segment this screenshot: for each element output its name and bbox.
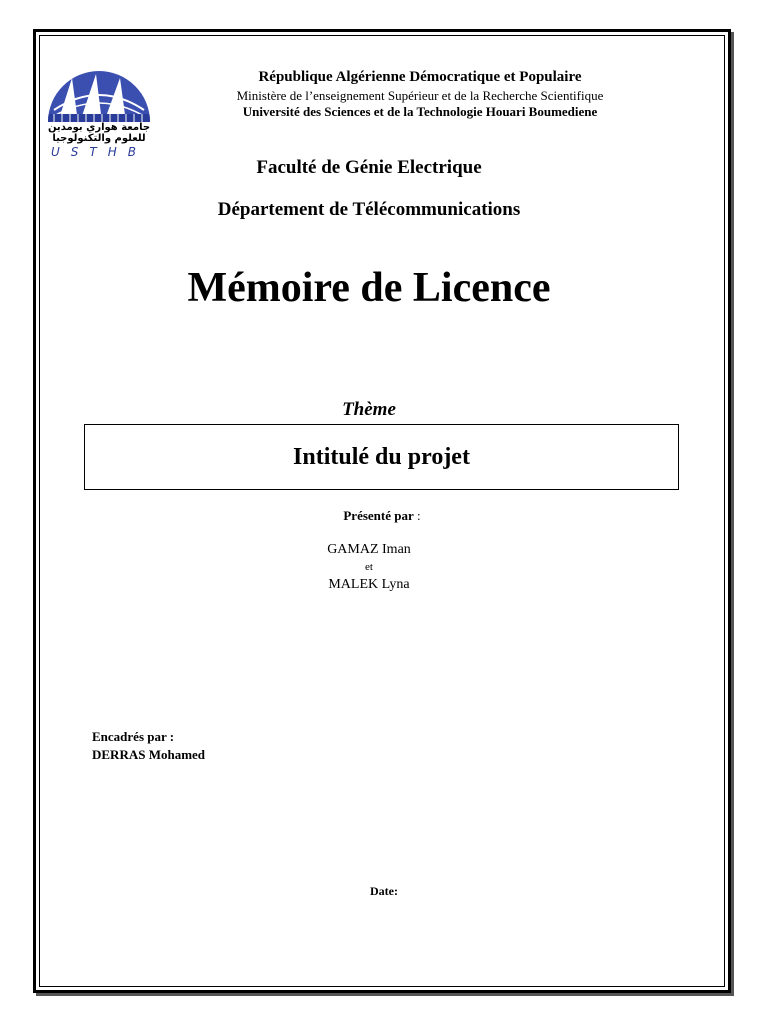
supervisor-label: Encadrés par : xyxy=(92,729,175,744)
header-ministry: Ministère de l’enseignement Supérieur et de la Recherche Scientifique xyxy=(236,88,604,103)
presented-by-colon: : xyxy=(413,508,421,523)
theme-label: Thème xyxy=(342,399,396,420)
faculty-name: Faculté de Génie Electrique xyxy=(256,157,482,178)
document-title: Mémoire de Licence xyxy=(187,265,551,311)
header-university: Université des Sciences et de la Technologie Houari Boumediene xyxy=(242,104,598,119)
logo-arabic-line-1: جامعة هواري بومدين xyxy=(47,122,151,133)
logo-arabic-text xyxy=(44,122,154,144)
project-title-box xyxy=(84,424,679,490)
author-conjunction: et xyxy=(365,561,373,573)
presented-by-label: Présenté par xyxy=(343,508,414,523)
author-first: GAMAZ Iman xyxy=(327,542,411,557)
author-second: MALEK Lyna xyxy=(328,577,410,592)
department-name: Département de Télécommunications xyxy=(217,199,521,220)
supervisor-name: DERRAS Mohamed xyxy=(92,747,206,762)
project-title: Intitulé du projet xyxy=(293,443,470,470)
logo-latin-text: USTHB xyxy=(51,145,147,159)
presented-by xyxy=(0,508,766,524)
logo-arabic-line-2: للعلوم والتكنولوجيا xyxy=(52,133,146,144)
date-label: Date: xyxy=(370,884,398,898)
header-republic: République Algérienne Démocratique et Populaire xyxy=(258,69,582,85)
